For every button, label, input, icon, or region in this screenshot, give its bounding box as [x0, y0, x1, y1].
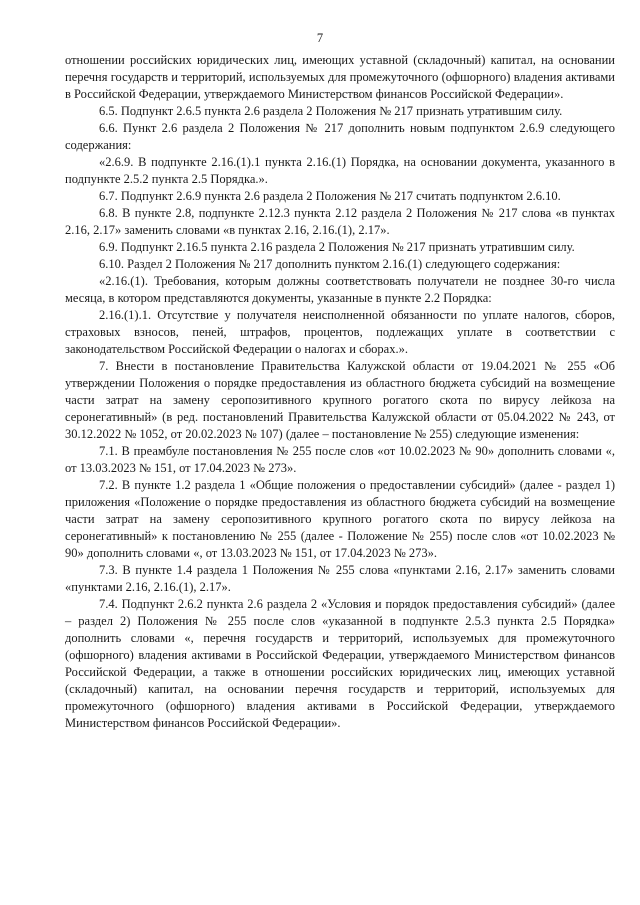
- paragraph: 7.4. Подпункт 2.6.2 пункта 2.6 раздела 2 «Условия и порядок предоставления субсидий» (далее – раздел 2) Положения № 255 после слов «указанной в подпункте 2.5.3 пункта 2.5 Порядка» дополнить словами «, перечня государств и территорий, используемых для промежуточного (офшорного) владения активами в Российской Федерации, утверждаемого Министерством финансов Российской Федерации, а также в отношении российских юридических лиц, имеющих уставной (складочный) капитал, на основании перечня государств и территорий, используемых для промежуточного (офшорного) владения активами в Российской Федерации, утверждаемого Министерством финансов Российской Федерации».: [65, 597, 615, 730]
- paragraph: «2.6.9. В подпункте 2.16.(1).1 пункта 2.16.(1) Порядка, на основании документа, указанного в подпункте 2.5.2 пункта 2.5 Порядка.».: [65, 155, 615, 186]
- paragraph: отношении российских юридических лиц, имеющих уставной (складочный) капитал, на основании перечня государств и территорий, используемых для промежуточного (офшорного) владения активами в Российской Федерации, утверждаемого Министерством финансов Российской Федерации».: [65, 53, 615, 101]
- paragraph: 6.8. В пункте 2.8, подпункте 2.12.3 пункта 2.12 раздела 2 Положения № 217 слова «в пунктах 2.16, 2.17» заменить словами «в пунктах 2.16, 2.16.(1), 2.17».: [65, 206, 615, 237]
- paragraph: 7.1. В преамбуле постановления № 255 после слов «от 10.02.2023 № 90» дополнить словами «, от 13.03.2023 № 151, от 17.04.2023 № 273».: [65, 444, 615, 475]
- paragraph: 7.3. В пункте 1.4 раздела 1 Положения № 255 слова «пунктами 2.16, 2.17» заменить словами «пунктами 2.16, 2.16.(1), 2.17».: [65, 563, 615, 594]
- paragraph: 7. Внести в постановление Правительства Калужской области от 19.04.2021 № 255 «Об утверждении Положения о порядке предоставления из областного бюджета субсидий на возмещение части затрат на замену серопозитивного крупного рогатого скота по вирусу лейкоза на серонегативный» (в ред. постановлений Правительства Калужской области от 05.04.2022 № 243, от 30.12.2022 № 1052, от 20.02.2023 № 107) (далее – постановление № 255) следующие изменения:: [65, 359, 615, 441]
- paragraph: «2.16.(1). Требования, которым должны соответствовать получатели не позднее 30-го числа месяца, в котором представляются документы, указанные в пункте 2.2 Порядка:: [65, 274, 615, 305]
- paragraph: 7.2. В пункте 1.2 раздела 1 «Общие положения о предоставлении субсидий» (далее - раздел 1) приложения «Положение о порядке предоставления из областного бюджета субсидий на возмещение части затрат на замену серопозитивного крупного рогатого скота по вирусу лейкоза на серонегативный» к постановлению № 255 (далее - Положение № 255) после слов «от 10.02.2023 № 90» дополнить словами «, от 13.03.2023 № 151, от 17.04.2023 № 273».: [65, 478, 615, 560]
- paragraph: 6.7. Подпункт 2.6.9 пункта 2.6 раздела 2 Положения № 217 считать подпунктом 2.6.10.: [99, 189, 561, 203]
- paragraph: 6.9. Подпункт 2.16.5 пункта 2.16 раздела 2 Положения № 217 признать утратившим силу.: [99, 240, 575, 254]
- paragraph: 2.16.(1).1. Отсутствие у получателя неисполненной обязанности по уплате налогов, сборов, страховых взносов, пеней, штрафов, процентов, подлежащих уплате в соответствии с законодательством Российской Федерации о налогах и сборах.».: [65, 308, 615, 356]
- paragraph: 6.6. Пункт 2.6 раздела 2 Положения № 217 дополнить новым подпунктом 2.6.9 следующего содержания:: [65, 121, 615, 152]
- page-number: 7: [316, 31, 324, 45]
- document-body: [65, 52, 615, 732]
- paragraph: 6.5. Подпункт 2.6.5 пункта 2.6 раздела 2 Положения № 217 признать утратившим силу.: [99, 104, 563, 118]
- paragraph: 6.10. Раздел 2 Положения № 217 дополнить пунктом 2.16.(1) следующего содержания:: [99, 257, 561, 271]
